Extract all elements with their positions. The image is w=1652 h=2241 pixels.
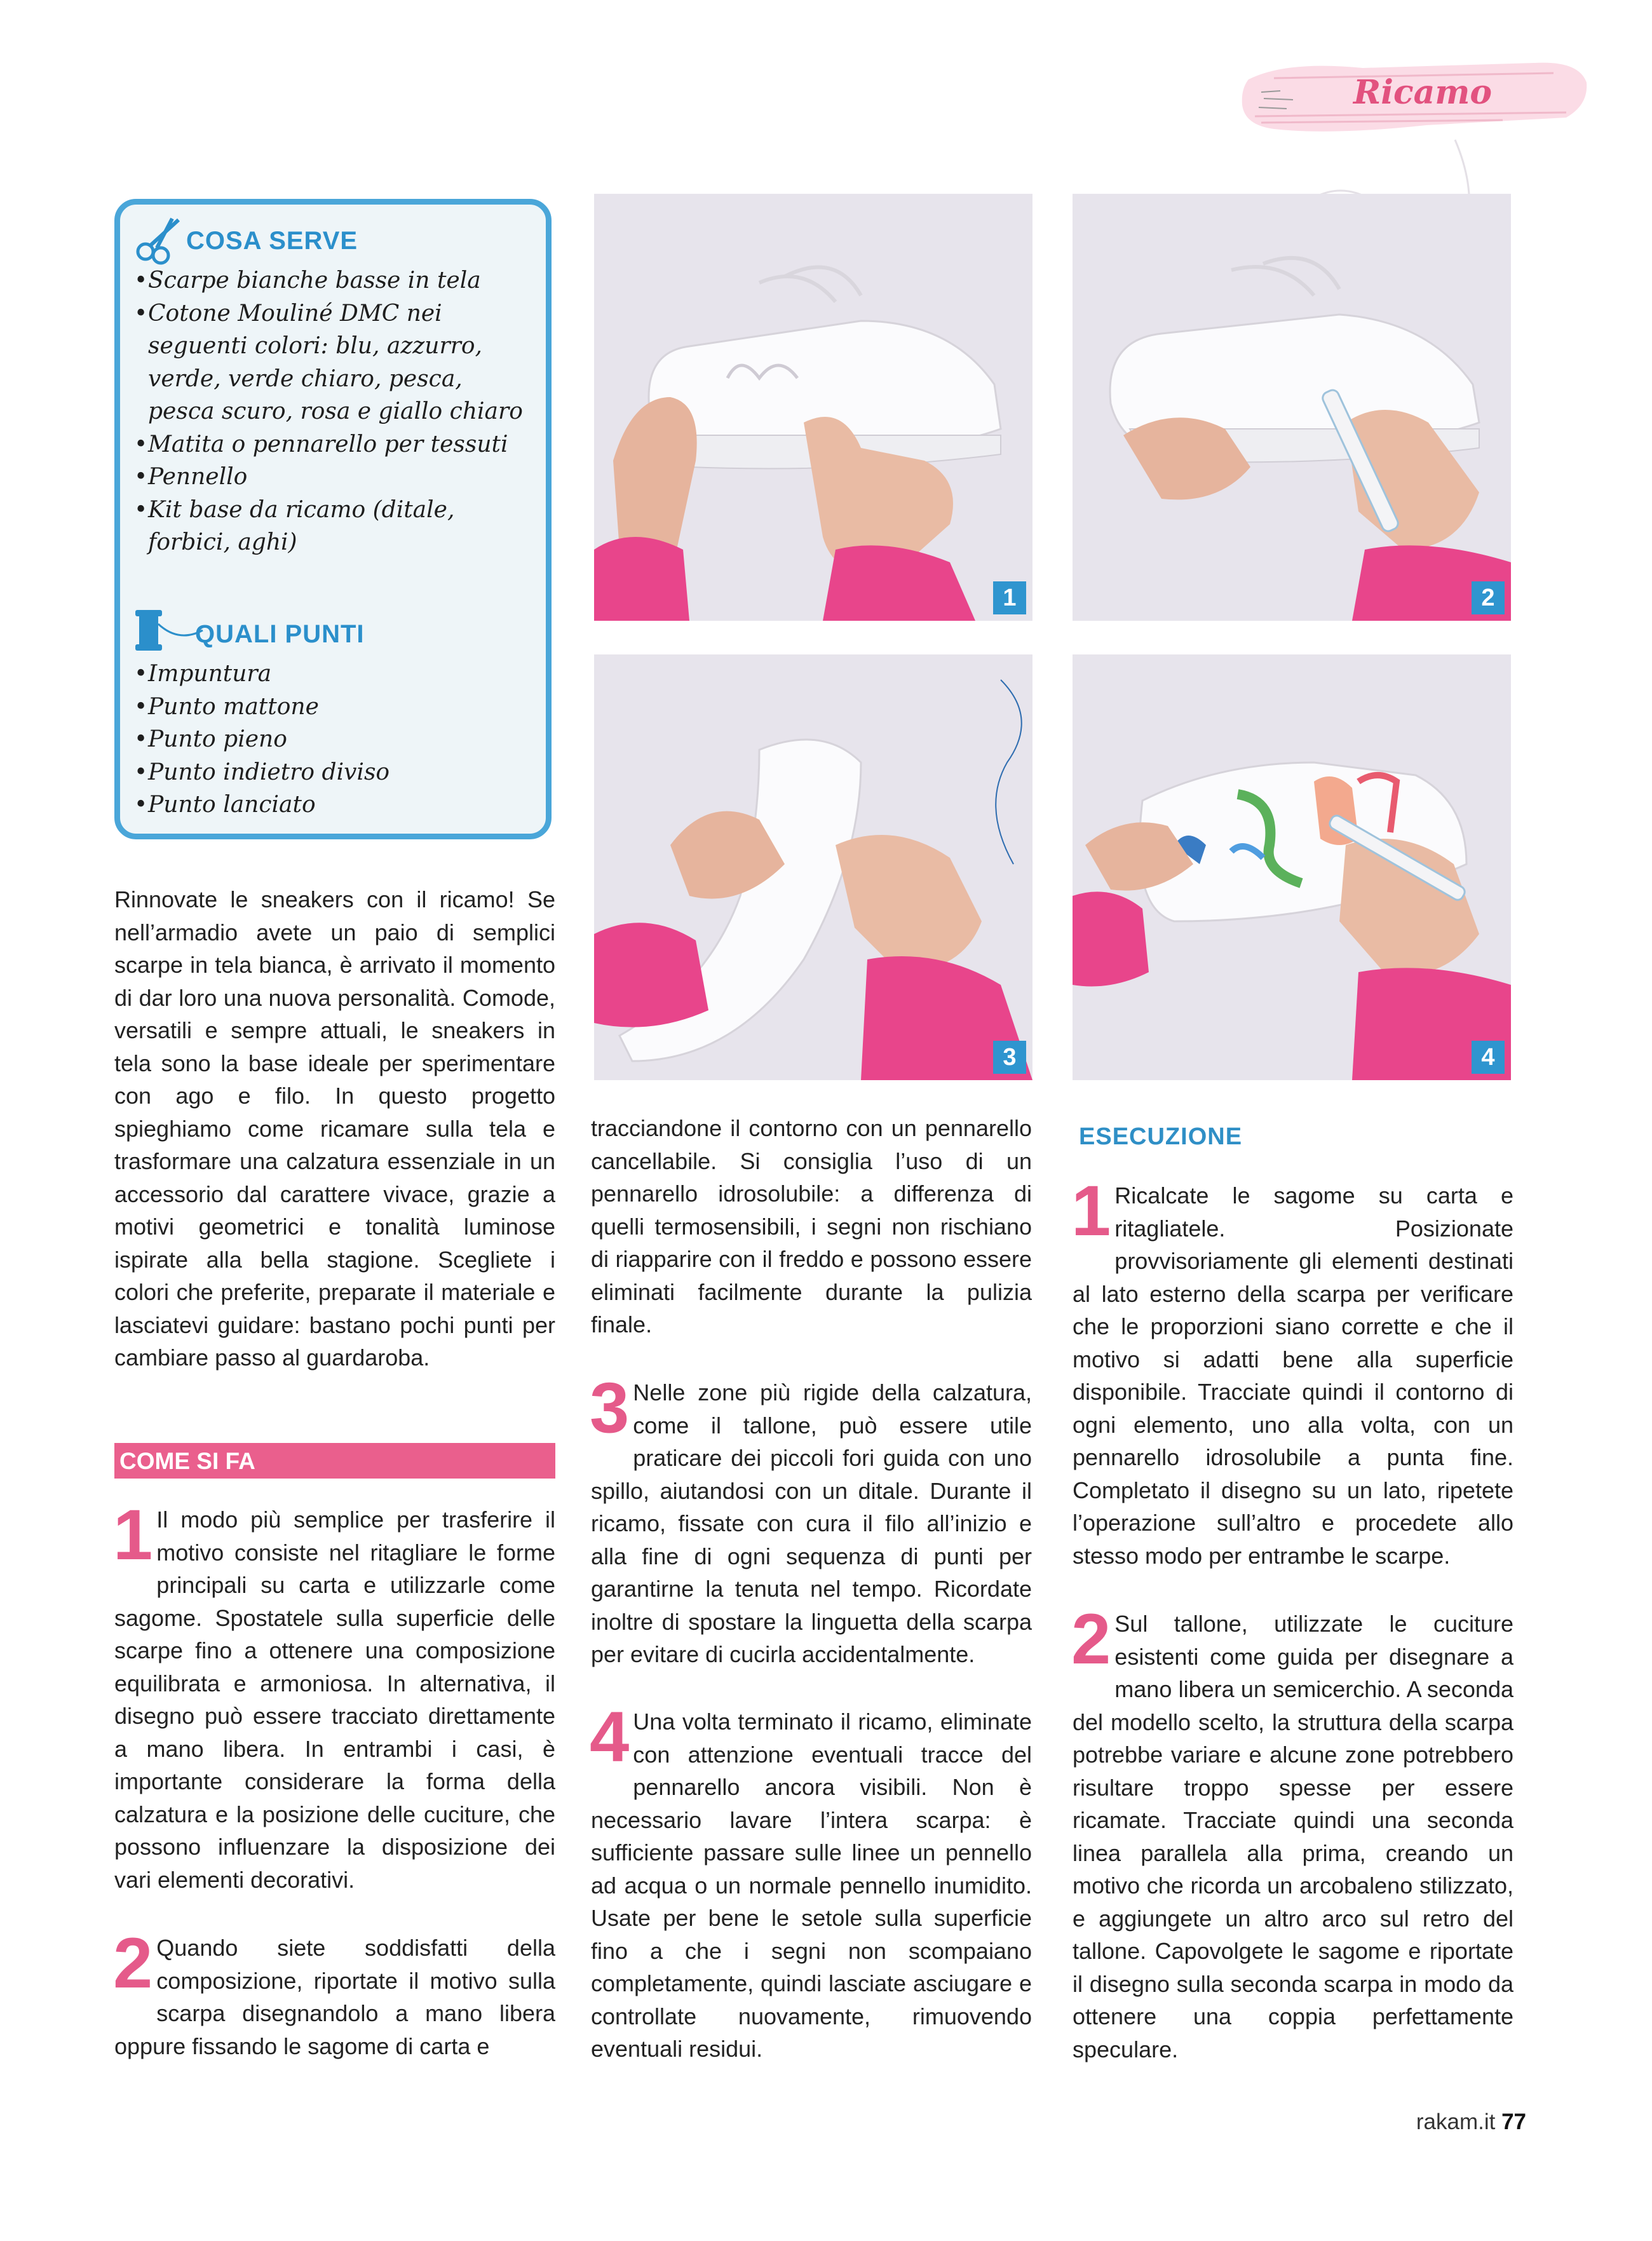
step-number: 2 xyxy=(1071,1599,1111,1679)
come-step-2 xyxy=(113,1923,555,2062)
step-photo-2 xyxy=(1073,194,1511,621)
step-text: Una volta terminato il ricamo, eliminate con attenzione eventuali tracce del pennarello ancora visibili. Non è necessario lavare l’intera scarpa: è sufficiente passare sulle linee un pennello ad acqua o un normale pennello inumidito. Usate per bene le setole sulla superficie fino a che i segni non scompaiano completamente, quindi lasciate asciugare e controllate nuovamente, rimuovendo eventuali residui. xyxy=(591,1709,1032,2062)
materials-list-item: • Pennello xyxy=(134,461,528,494)
materials-list xyxy=(134,264,528,559)
photo-illustration xyxy=(1073,654,1511,1080)
materials-box xyxy=(114,199,552,839)
materials-list-item: • Kit base da ricamo (ditale, forbici, aghi) xyxy=(134,494,528,559)
step-photo-4 xyxy=(1073,654,1511,1080)
step-text: Sul tallone, utilizzate le cuciture esistenti come guida per disegnare a mano libera un semicerchio. A seconda del modello scelto, la struttura della scarpa potrebbe variare e alcune zone potrebbero risultare troppo spesse per essere ricamate. Tracciate quindi una seconda linea parallela alla prima, creando un motivo che ricorda un arcobaleno stilizzato, e aggiungete un altro arco sul retro del tallone. Capovolgete le sagome e riportate il disegno sulla seconda scarpa in modo da ottenere una coppia perfettamente speculare. xyxy=(1073,1611,1513,2062)
come-step-1 xyxy=(113,1495,555,1896)
intro-text: Rinnovate le sneakers con il ricamo! Se nell’armadio avete un paio di semplici scarpe in tela bianca, è arrivato il momento di dar loro una nuova personalità. Comode, versatili e sempre attuali, le sneakers in tela sono la base ideale per sperimentare con ago e filo. In questo progetto spieghiamo come ricamare sulla tela e trasformare una calzatura essenziale in un accessorio dal carattere vivace, grazie a motivi geometrici e tonalità luminose ispirate alla bella stagione. Scegliete i colori che preferite, preparate il materiale e lasciatevi guidare: bastano pochi punti per cambiare passo al guardaroba. xyxy=(114,886,555,1371)
materials-title: COSA SERVE xyxy=(186,227,358,255)
step-number: 4 xyxy=(590,1697,630,1777)
intro-paragraph xyxy=(114,883,555,1374)
step-number: 3 xyxy=(590,1368,630,1447)
stitches-list-item: • Punto indietro diviso xyxy=(134,756,528,789)
page-footer xyxy=(1416,2109,1526,2135)
step-text: Il modo più semplice per trasferire il motivo consiste nel ritagliare le forme principali su carta e utilizzarle come sagome. Spostatele sulla superficie delle scarpe fino a ottenere una composizione equilibrata e armoniosa. In alternativa, il disegno può essere tracciato direttamente a mano libera. In entrambi i casi, è importante considerare la forma della calzatura e la posizione delle cuciture, che possono influenzare la disposizione dei vari elementi decorativi. xyxy=(114,1506,555,1893)
come-step-3 xyxy=(590,1368,1032,1671)
photo-number-badge: 2 xyxy=(1472,581,1505,614)
stitches-list xyxy=(134,658,528,822)
come-step-4 xyxy=(590,1697,1032,2066)
photo-illustration xyxy=(1073,194,1511,621)
materials-list-item: • Matita o pennarello per tessuti xyxy=(134,428,528,461)
photo-number-badge: 4 xyxy=(1472,1041,1505,1074)
photo-illustration xyxy=(594,194,1032,621)
photo-illustration xyxy=(594,654,1032,1080)
thread-spool-icon xyxy=(134,605,204,656)
scissors-icon xyxy=(134,216,184,266)
page-number: 77 xyxy=(1501,2109,1526,2134)
come-step-2-continued xyxy=(591,1112,1032,1341)
step-number: 1 xyxy=(1071,1171,1111,1250)
photo-number-badge: 3 xyxy=(993,1041,1026,1074)
site-name: rakam.it xyxy=(1416,2109,1496,2134)
esecuzione-step-1 xyxy=(1071,1171,1513,1572)
come-si-fa-header xyxy=(114,1443,555,1479)
step-photo-1 xyxy=(594,194,1032,621)
step-text: tracciandone il contorno con un pennarello cancellabile. Si consiglia l’uso di un pennarello idrosolubile: a differenza di quelli termosensibili, i segni non rischiano di riapparire con il freddo e possono essere eliminati facilmente durante la pulizia finale. xyxy=(591,1115,1032,1337)
step-number: 2 xyxy=(113,1923,153,2003)
photo-number-badge: 1 xyxy=(993,581,1026,614)
section-label-text: Ricamo xyxy=(1353,73,1493,112)
materials-list-item: • Cotone Mouliné DMC nei seguenti colori: blu, azzurro, verde, verde chiaro, pesca, pesca scuro, rosa e giallo chiaro xyxy=(134,297,528,428)
come-si-fa-title: COME SI FA xyxy=(119,1448,255,1474)
step-photo-3 xyxy=(594,654,1032,1080)
stitches-list-item: • Impuntura xyxy=(134,658,528,691)
esecuzione-step-2 xyxy=(1071,1599,1513,2066)
materials-list-item: • Scarpe bianche basse in tela xyxy=(134,264,528,297)
stitches-title: QUALI PUNTI xyxy=(195,620,365,648)
stitches-list-item: • Punto pieno xyxy=(134,723,528,756)
step-text: Quando siete soddisfatti della composizione, riportate il motivo sulla scarpa disegnandolo a mano libera oppure fissando le sagome di carta e xyxy=(114,1935,555,2059)
esecuzione-title: ESECUZIONE xyxy=(1079,1123,1243,1150)
step-text: Nelle zone più rigide della calzatura, come il tallone, può essere utile praticare dei piccoli fori guida con uno spillo, aiutandosi con un ditale. Durante il ricamo, fissate con cura il filo all’inizio e alla fine di ogni sequenza di punti per garantirne la tenuta nel tempo. Ricordate inoltre di spostare la linguetta della scarpa per evitare di cucirla accidentalmente. xyxy=(591,1379,1032,1667)
step-text: Ricalcate le sagome su carta e ritagliatele. Posizionate provvisoriamente gli elementi destinati al lato esterno della scarpa per verificare che le proporzioni siano corrette e che il motivo si adatti bene alla superficie disponibile. Tracciate quindi il contorno di ogni elemento, uno alla volta, con un pennarello idrosolubile a punta fine. Completato il disegno su un lato, ripetete l’operazione sull’altro e procedete allo stesso modo per entrambe le scarpe. xyxy=(1073,1182,1513,1569)
stitches-list-item: • Punto lanciato xyxy=(134,789,528,822)
step-number: 1 xyxy=(113,1495,153,1574)
stitches-list-item: • Punto mattone xyxy=(134,691,528,724)
